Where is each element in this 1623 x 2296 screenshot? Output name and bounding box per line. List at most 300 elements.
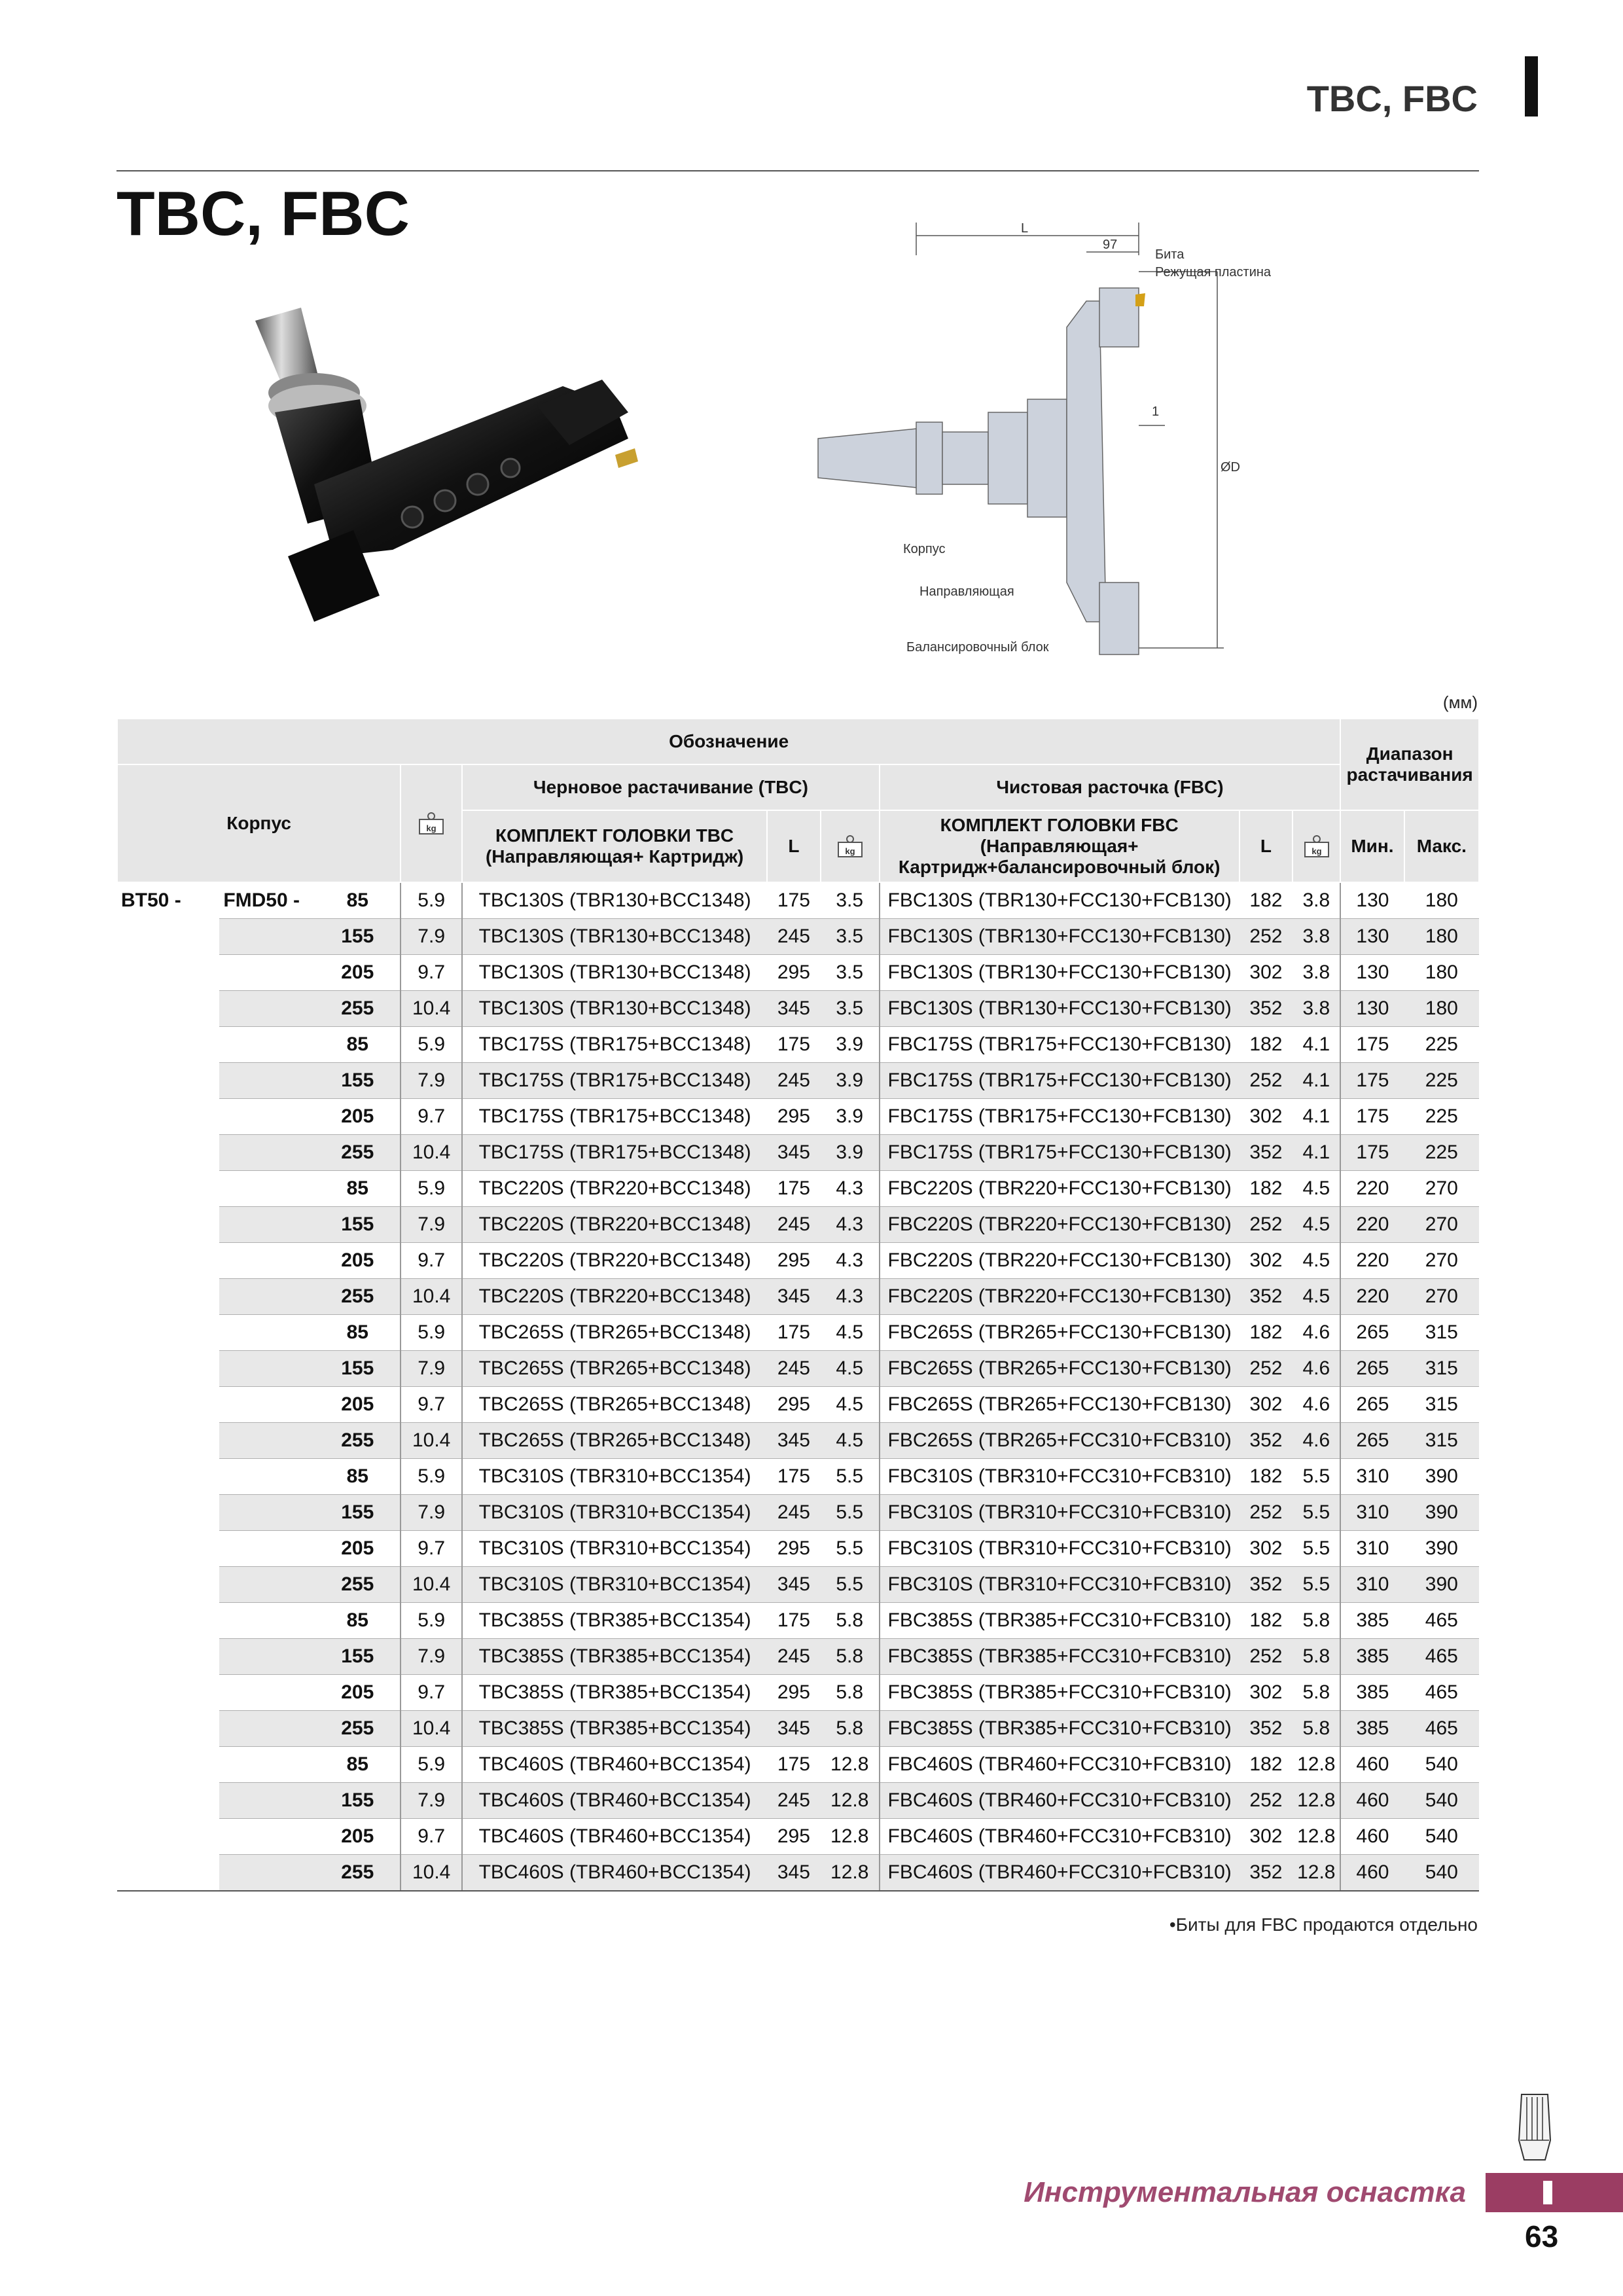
body-type-cell	[219, 991, 315, 1027]
tbc-L-header: L	[767, 810, 821, 882]
tbc-length-cell: 345	[767, 1855, 821, 1892]
table-row	[117, 1351, 1479, 1387]
insert-label: Режущая пластина	[1155, 265, 1272, 279]
body-type-cell	[219, 1567, 315, 1603]
range-min-cell: 460	[1340, 1855, 1404, 1892]
range-max-cell: 465	[1404, 1711, 1479, 1747]
body-type-cell	[219, 1819, 315, 1855]
min-header: Мин.	[1340, 810, 1404, 882]
tbc-weight-cell: 3.5	[821, 919, 880, 955]
svg-text:kg: kg	[845, 846, 855, 856]
tbc-length-cell: 295	[767, 1099, 821, 1135]
tbc-kit-cell: TBC175S (TBR175+BCC1348)	[462, 1027, 767, 1063]
table-row	[117, 1747, 1479, 1783]
holder-type-cell	[117, 1639, 219, 1675]
fbc-weight-cell: 4.6	[1293, 1315, 1340, 1351]
fbc-kit-cell: FBC175S (TBR175+FCC130+FCB130)	[880, 1135, 1240, 1171]
fbc-weight-cell: 3.8	[1293, 882, 1340, 919]
tbc-weight-cell: 4.3	[821, 1243, 880, 1279]
body-type-cell	[219, 1027, 315, 1063]
body-label: Корпус	[903, 542, 946, 556]
body-weight-header	[401, 764, 462, 882]
body-length-cell: 205	[315, 1387, 401, 1423]
fbc-kit-cell: FBC130S (TBR130+FCC130+FCB130)	[880, 991, 1240, 1027]
tbc-length-cell: 245	[767, 1207, 821, 1243]
tbc-kit-cell: TBC310S (TBR310+BCC1354)	[462, 1459, 767, 1495]
table-row	[117, 1027, 1479, 1063]
tbc-kit-cell: TBC460S (TBR460+BCC1354)	[462, 1747, 767, 1783]
header-divider	[116, 170, 1479, 171]
fbc-weight-cell: 5.5	[1293, 1567, 1340, 1603]
fbc-weight-cell: 4.1	[1293, 1135, 1340, 1171]
tbc-kit-cell: TBC460S (TBR460+BCC1354)	[462, 1783, 767, 1819]
header-marker	[1525, 56, 1538, 117]
tbc-weight-cell: 12.8	[821, 1783, 880, 1819]
tbc-kit-title: КОМПЛЕКТ ГОЛОВКИ TBC	[495, 825, 734, 846]
tbc-weight-cell: 3.9	[821, 1063, 880, 1099]
range-max-cell: 180	[1404, 991, 1479, 1027]
fbc-weight-cell: 5.5	[1293, 1495, 1340, 1531]
fbc-kit-cell: FBC310S (TBR310+FCC310+FCB310)	[880, 1567, 1240, 1603]
tbc-weight-cell: 5.8	[821, 1639, 880, 1675]
fbc-kit-cell: FBC130S (TBR130+FCC130+FCB130)	[880, 882, 1240, 919]
holder-type-cell	[117, 955, 219, 991]
fbc-length-cell: 352	[1240, 991, 1293, 1027]
tbc-kit-cell: TBC175S (TBR175+BCC1348)	[462, 1135, 767, 1171]
table-row	[117, 1135, 1479, 1171]
holder-type-cell	[117, 1819, 219, 1855]
body-weight-cell: 9.7	[401, 1531, 462, 1567]
body-type-cell	[219, 1747, 315, 1783]
tbc-weight-cell: 3.5	[821, 991, 880, 1027]
tbc-weight-cell: 4.5	[821, 1315, 880, 1351]
holder-type-cell	[117, 1243, 219, 1279]
range-max-cell: 540	[1404, 1747, 1479, 1783]
tbc-length-cell: 175	[767, 1315, 821, 1351]
table-row	[117, 1207, 1479, 1243]
holder-type-cell	[117, 1171, 219, 1207]
fbc-kit-cell: FBC385S (TBR385+FCC310+FCB310)	[880, 1603, 1240, 1639]
tbc-weight-cell: 5.5	[821, 1531, 880, 1567]
body-weight-cell: 7.9	[401, 1063, 462, 1099]
weight-icon	[1302, 833, 1331, 859]
fbc-length-cell: 302	[1240, 1675, 1293, 1711]
holder-type-cell	[117, 1027, 219, 1063]
body-type-cell	[219, 1099, 315, 1135]
range-min-cell: 460	[1340, 1747, 1404, 1783]
fbc-weight-cell: 4.5	[1293, 1279, 1340, 1315]
body-type-cell	[219, 1783, 315, 1819]
fbc-length-cell: 352	[1240, 1567, 1293, 1603]
footer-section-tab	[1486, 2173, 1623, 2212]
fbc-kit-cell: FBC175S (TBR175+FCC130+FCB130)	[880, 1063, 1240, 1099]
body-length-cell: 85	[315, 1459, 401, 1495]
fbc-weight-cell: 4.5	[1293, 1171, 1340, 1207]
body-length-cell: 205	[315, 1819, 401, 1855]
table-row	[117, 1423, 1479, 1459]
table-row	[117, 991, 1479, 1027]
range-min-cell: 265	[1340, 1351, 1404, 1387]
holder-type-cell	[117, 1423, 219, 1459]
table-row	[117, 1855, 1479, 1892]
range-max-cell: 390	[1404, 1459, 1479, 1495]
tbc-length-cell: 245	[767, 1351, 821, 1387]
body-weight-cell: 5.9	[401, 1027, 462, 1063]
holder-type-cell	[117, 1711, 219, 1747]
fbc-weight-cell: 3.8	[1293, 919, 1340, 955]
fbc-kit-cell: FBC220S (TBR220+FCC130+FCB130)	[880, 1279, 1240, 1315]
specification-table	[116, 718, 1480, 1892]
header-section-title: TBC, FBC	[1306, 78, 1478, 119]
tbc-weight-cell: 5.8	[821, 1603, 880, 1639]
fbc-kit-cell: FBC175S (TBR175+FCC130+FCB130)	[880, 1027, 1240, 1063]
range-min-cell: 220	[1340, 1279, 1404, 1315]
body-type-cell	[219, 1171, 315, 1207]
range-max-cell: 390	[1404, 1567, 1479, 1603]
tbc-kit-cell: TBC265S (TBR265+BCC1348)	[462, 1351, 767, 1387]
body-length-cell: 255	[315, 1279, 401, 1315]
fbc-length-cell: 182	[1240, 1315, 1293, 1351]
table-row	[117, 882, 1479, 919]
fbc-weight-cell: 5.8	[1293, 1675, 1340, 1711]
table-row	[117, 1783, 1479, 1819]
body-length-cell: 85	[315, 882, 401, 919]
fbc-length-cell: 182	[1240, 1459, 1293, 1495]
body-type-cell	[219, 1351, 315, 1387]
body-length-cell: 85	[315, 1171, 401, 1207]
tbc-kit-subtitle: (Направляющая+ Картридж)	[485, 846, 744, 867]
range-max-cell: 270	[1404, 1243, 1479, 1279]
tbc-weight-cell: 5.8	[821, 1711, 880, 1747]
range-min-cell: 130	[1340, 882, 1404, 919]
finish-boring-header: Чистовая расточка (FBC)	[880, 764, 1341, 810]
tbc-length-cell: 175	[767, 1459, 821, 1495]
range-min-cell: 220	[1340, 1171, 1404, 1207]
fbc-kit-header	[880, 810, 1240, 882]
fbc-L-header: L	[1240, 810, 1293, 882]
tbc-weight-cell: 3.5	[821, 955, 880, 991]
tbc-kit-cell: TBC130S (TBR130+BCC1348)	[462, 882, 767, 919]
range-min-cell: 175	[1340, 1063, 1404, 1099]
fbc-weight-header	[1293, 810, 1340, 882]
body-type-cell	[219, 1675, 315, 1711]
table-row	[117, 1819, 1479, 1855]
fbc-kit-cell: FBC265S (TBR265+FCC130+FCB130)	[880, 1351, 1240, 1387]
tbc-weight-cell: 5.8	[821, 1675, 880, 1711]
fbc-length-cell: 302	[1240, 955, 1293, 991]
tbc-weight-cell: 5.5	[821, 1567, 880, 1603]
body-type-cell	[219, 955, 315, 991]
tbc-kit-cell: TBC220S (TBR220+BCC1348)	[462, 1207, 767, 1243]
table-row	[117, 1387, 1479, 1423]
fbc-length-cell: 182	[1240, 882, 1293, 919]
tbc-weight-cell: 4.5	[821, 1423, 880, 1459]
fbc-kit-cell: FBC220S (TBR220+FCC130+FCB130)	[880, 1243, 1240, 1279]
fbc-kit-cell: FBC310S (TBR310+FCC310+FCB310)	[880, 1531, 1240, 1567]
body-weight-cell: 5.9	[401, 1315, 462, 1351]
table-row	[117, 955, 1479, 991]
tbc-kit-cell: TBC310S (TBR310+BCC1354)	[462, 1495, 767, 1531]
fbc-weight-cell: 5.5	[1293, 1531, 1340, 1567]
table-row	[117, 1495, 1479, 1531]
range-min-cell: 460	[1340, 1819, 1404, 1855]
fbc-kit-cell: FBC130S (TBR130+FCC130+FCB130)	[880, 955, 1240, 991]
tbc-kit-cell: TBC220S (TBR220+BCC1348)	[462, 1243, 767, 1279]
tbc-length-cell: 295	[767, 955, 821, 991]
range-min-cell: 310	[1340, 1531, 1404, 1567]
table-row	[117, 1459, 1479, 1495]
fbc-weight-cell: 4.1	[1293, 1099, 1340, 1135]
range-min-cell: 460	[1340, 1783, 1404, 1819]
body-length-cell: 155	[315, 1495, 401, 1531]
rough-boring-header: Черновое растачивание (TBC)	[462, 764, 880, 810]
body-length-cell: 85	[315, 1027, 401, 1063]
tbc-weight-cell: 3.5	[821, 882, 880, 919]
range-max-cell: 540	[1404, 1783, 1479, 1819]
table-row	[117, 1603, 1479, 1639]
technical-drawing	[798, 216, 1309, 668]
fbc-kit-cell: FBC220S (TBR220+FCC130+FCB130)	[880, 1171, 1240, 1207]
range-max-cell: 180	[1404, 919, 1479, 955]
fbc-kit-cell: FBC385S (TBR385+FCC310+FCB310)	[880, 1639, 1240, 1675]
fbc-length-cell: 302	[1240, 1531, 1293, 1567]
bit-label: Бита	[1155, 247, 1185, 262]
range-max-cell: 465	[1404, 1675, 1479, 1711]
range-min-cell: 175	[1340, 1099, 1404, 1135]
fbc-kit-cell: FBC265S (TBR265+FCC310+FCB310)	[880, 1423, 1240, 1459]
tbc-weight-cell: 4.3	[821, 1171, 880, 1207]
tbc-length-cell: 175	[767, 1027, 821, 1063]
holder-type-cell	[117, 1279, 219, 1315]
range-max-cell: 225	[1404, 1063, 1479, 1099]
fbc-kit-cell: FBC385S (TBR385+FCC310+FCB310)	[880, 1711, 1240, 1747]
fbc-kit-subtitle-2: Картридж+балансировочный блок)	[898, 857, 1221, 877]
range-min-cell: 265	[1340, 1423, 1404, 1459]
body-weight-cell: 9.7	[401, 1387, 462, 1423]
body-length-cell: 155	[315, 919, 401, 955]
body-type-cell	[219, 1855, 315, 1892]
body-length-cell: 85	[315, 1747, 401, 1783]
body-weight-cell: 7.9	[401, 919, 462, 955]
range-min-cell: 310	[1340, 1567, 1404, 1603]
range-min-cell: 310	[1340, 1495, 1404, 1531]
body-weight-cell: 10.4	[401, 1711, 462, 1747]
body-type-cell	[219, 1459, 315, 1495]
fbc-length-cell: 302	[1240, 1387, 1293, 1423]
tbc-length-cell: 345	[767, 1423, 821, 1459]
fbc-weight-cell: 12.8	[1293, 1855, 1340, 1892]
balance-block-label: Балансировочный блок	[906, 640, 1049, 655]
body-length-cell: 205	[315, 1531, 401, 1567]
tbc-length-cell: 295	[767, 1531, 821, 1567]
fbc-kit-title: КОМПЛЕКТ ГОЛОВКИ FBC	[940, 815, 1179, 835]
body-length-cell: 155	[315, 1783, 401, 1819]
tbc-length-cell: 345	[767, 1567, 821, 1603]
fbc-length-cell: 252	[1240, 1207, 1293, 1243]
table-row	[117, 1063, 1479, 1099]
range-max-cell: 270	[1404, 1279, 1479, 1315]
tbc-weight-cell: 4.3	[821, 1279, 880, 1315]
fbc-length-cell: 302	[1240, 1099, 1293, 1135]
body-weight-cell: 10.4	[401, 991, 462, 1027]
dim-1-label: 1	[1152, 404, 1160, 419]
range-min-cell: 130	[1340, 955, 1404, 991]
tbc-weight-cell: 12.8	[821, 1855, 880, 1892]
body-type-cell	[219, 1279, 315, 1315]
tbc-weight-cell: 4.5	[821, 1387, 880, 1423]
body-weight-cell: 7.9	[401, 1351, 462, 1387]
dim-L-label: L	[1021, 221, 1029, 236]
body-length-cell: 155	[315, 1063, 401, 1099]
fbc-weight-cell: 4.1	[1293, 1063, 1340, 1099]
tbc-length-cell: 245	[767, 1495, 821, 1531]
tbc-length-cell: 345	[767, 1711, 821, 1747]
tbc-kit-header	[462, 810, 767, 882]
holder-type-cell: BT50 -	[117, 882, 219, 919]
fbc-length-cell: 182	[1240, 1171, 1293, 1207]
table-row	[117, 1315, 1479, 1351]
range-max-cell: 390	[1404, 1495, 1479, 1531]
fbc-kit-cell: FBC310S (TBR310+FCC310+FCB310)	[880, 1495, 1240, 1531]
table-row	[117, 1567, 1479, 1603]
tbc-length-cell: 295	[767, 1387, 821, 1423]
body-type-cell	[219, 1495, 315, 1531]
tbc-length-cell: 295	[767, 1675, 821, 1711]
fbc-length-cell: 252	[1240, 1639, 1293, 1675]
fbc-weight-cell: 3.8	[1293, 991, 1340, 1027]
range-min-cell: 220	[1340, 1243, 1404, 1279]
collet-icon	[1515, 2088, 1554, 2166]
table-row	[117, 919, 1479, 955]
body-length-cell: 255	[315, 1567, 401, 1603]
body-weight-cell: 9.7	[401, 1675, 462, 1711]
body-weight-cell: 7.9	[401, 1639, 462, 1675]
fbc-kit-cell: FBC265S (TBR265+FCC130+FCB130)	[880, 1315, 1240, 1351]
range-max-cell: 315	[1404, 1387, 1479, 1423]
fbc-length-cell: 182	[1240, 1027, 1293, 1063]
range-min-cell: 385	[1340, 1603, 1404, 1639]
fbc-weight-cell: 4.6	[1293, 1351, 1340, 1387]
diameter-label: ØD	[1221, 460, 1240, 475]
tbc-kit-cell: TBC220S (TBR220+BCC1348)	[462, 1171, 767, 1207]
holder-type-cell	[117, 1531, 219, 1567]
fbc-length-cell: 252	[1240, 1783, 1293, 1819]
table-row	[117, 1675, 1479, 1711]
table-row	[117, 1711, 1479, 1747]
fbc-weight-cell: 4.5	[1293, 1207, 1340, 1243]
body-weight-cell: 5.9	[401, 1171, 462, 1207]
holder-type-cell	[117, 1315, 219, 1351]
tbc-weight-cell: 5.5	[821, 1459, 880, 1495]
body-weight-cell: 10.4	[401, 1279, 462, 1315]
range-min-cell: 385	[1340, 1675, 1404, 1711]
holder-type-cell	[117, 991, 219, 1027]
dim-97-label: 97	[1103, 238, 1118, 252]
body-length-cell: 255	[315, 1855, 401, 1892]
range-min-cell: 175	[1340, 1027, 1404, 1063]
body-weight-cell: 9.7	[401, 955, 462, 991]
body-weight-cell: 5.9	[401, 1459, 462, 1495]
fbc-weight-cell: 5.8	[1293, 1639, 1340, 1675]
body-type-cell	[219, 1603, 315, 1639]
body-length-cell: 155	[315, 1351, 401, 1387]
range-max-cell: 465	[1404, 1603, 1479, 1639]
range-max-cell: 315	[1404, 1315, 1479, 1351]
tbc-kit-cell: TBC130S (TBR130+BCC1348)	[462, 991, 767, 1027]
tbc-length-cell: 245	[767, 1783, 821, 1819]
fbc-kit-subtitle-1: (Направляющая+	[980, 836, 1139, 856]
svg-text:kg: kg	[426, 823, 437, 833]
holder-type-cell	[117, 1351, 219, 1387]
body-weight-cell: 7.9	[401, 1783, 462, 1819]
body-weight-cell: 10.4	[401, 1567, 462, 1603]
tbc-kit-cell: TBC385S (TBR385+BCC1354)	[462, 1711, 767, 1747]
tbc-kit-cell: TBC385S (TBR385+BCC1354)	[462, 1639, 767, 1675]
body-weight-cell: 7.9	[401, 1495, 462, 1531]
range-max-cell: 270	[1404, 1171, 1479, 1207]
body-length-cell: 255	[315, 1711, 401, 1747]
body-length-cell: 205	[315, 1099, 401, 1135]
fbc-weight-cell: 4.6	[1293, 1387, 1340, 1423]
body-length-cell: 85	[315, 1603, 401, 1639]
tbc-kit-cell: TBC265S (TBR265+BCC1348)	[462, 1387, 767, 1423]
tbc-kit-cell: TBC385S (TBR385+BCC1354)	[462, 1603, 767, 1639]
range-min-cell: 385	[1340, 1711, 1404, 1747]
fbc-weight-cell: 12.8	[1293, 1783, 1340, 1819]
tbc-kit-cell: TBC130S (TBR130+BCC1348)	[462, 919, 767, 955]
fbc-weight-cell: 5.5	[1293, 1459, 1340, 1495]
body-type-cell	[219, 1639, 315, 1675]
range-min-cell: 130	[1340, 991, 1404, 1027]
tbc-kit-cell: TBC460S (TBR460+BCC1354)	[462, 1819, 767, 1855]
units-label: (мм)	[1442, 692, 1478, 712]
fbc-length-cell: 352	[1240, 1279, 1293, 1315]
range-max-cell: 465	[1404, 1639, 1479, 1675]
fbc-kit-cell: FBC460S (TBR460+FCC310+FCB310)	[880, 1819, 1240, 1855]
tbc-length-cell: 295	[767, 1819, 821, 1855]
tbc-weight-cell: 3.9	[821, 1099, 880, 1135]
range-min-cell: 130	[1340, 919, 1404, 955]
body-type-cell	[219, 1531, 315, 1567]
designation-header: Обозначение	[117, 719, 1340, 764]
body-type-cell	[219, 1207, 315, 1243]
fbc-length-cell: 182	[1240, 1747, 1293, 1783]
range-max-cell: 180	[1404, 955, 1479, 991]
fbc-length-cell: 252	[1240, 1351, 1293, 1387]
holder-type-cell	[117, 1063, 219, 1099]
range-max-cell: 225	[1404, 1027, 1479, 1063]
fbc-length-cell: 352	[1240, 1855, 1293, 1892]
holder-type-cell	[117, 1207, 219, 1243]
tbc-weight-cell: 4.3	[821, 1207, 880, 1243]
table-row	[117, 1531, 1479, 1567]
body-header: Корпус	[117, 764, 401, 882]
holder-type-cell	[117, 1099, 219, 1135]
body-type-cell	[219, 1387, 315, 1423]
range-max-cell: 540	[1404, 1855, 1479, 1892]
range-header: Диапазон растачивания	[1340, 719, 1479, 810]
fbc-weight-cell: 4.1	[1293, 1027, 1340, 1063]
tbc-kit-cell: TBC265S (TBR265+BCC1348)	[462, 1423, 767, 1459]
table-row	[117, 1639, 1479, 1675]
body-weight-cell: 10.4	[401, 1855, 462, 1892]
tbc-weight-header	[821, 810, 880, 882]
tbc-length-cell: 175	[767, 1603, 821, 1639]
range-min-cell: 310	[1340, 1459, 1404, 1495]
body-type-cell	[219, 1063, 315, 1099]
body-length-cell: 255	[315, 991, 401, 1027]
holder-type-cell	[117, 919, 219, 955]
